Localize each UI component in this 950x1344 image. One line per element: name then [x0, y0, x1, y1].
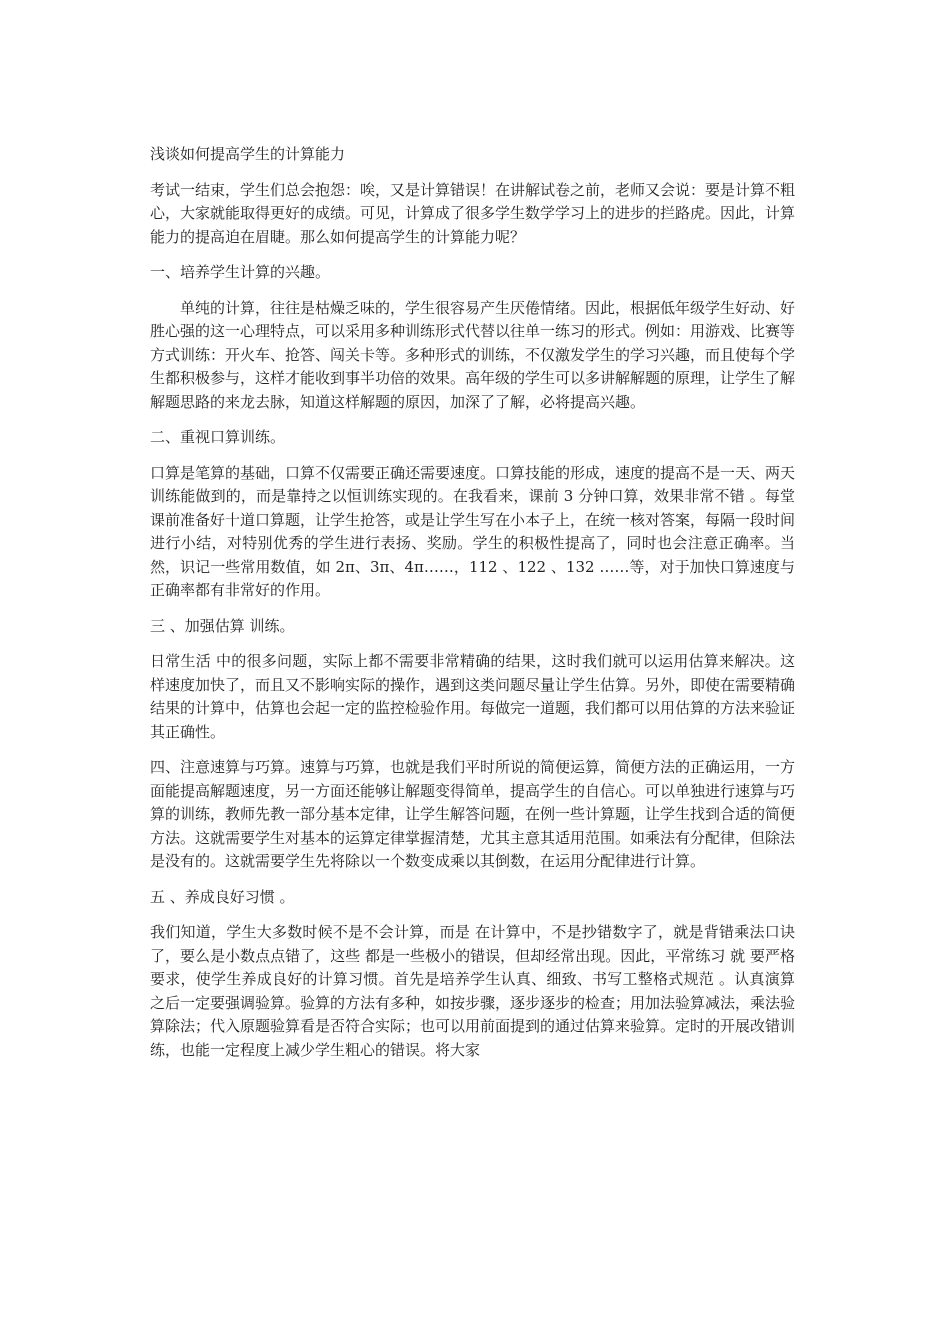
section-3-heading: 三 、加强估算 训练。 — [150, 616, 295, 635]
section-5-body: 我们知道，学生大多数时候不是不会计算，而是 在计算中，不是抄错数字了，就是背错乘法口诀了，要么是小数点点错了，这些 都是一些极小的错误，但却经常出现。因此，平常练习 就 要严格要求，使学生养成良好的计算习惯。首先是培养学生认真、细致、书写工整格式规范 。认真演算之后一定要强调验算。验算的方法有多种，如按步骤，逐步逐步的检查；用加法验算减法，乘法验算除法；代入原题验算看是否符合实际；也可以用前面提到的通过估算来验算。定时的开展改错训练，也能一定程度上减少学生粗心的错误。将大家 — [150, 923, 796, 1059]
section-2-body: 口算是笔算的基础，口算不仅需要正确还需要速度。口算技能的形成，速度的提高不是一天、两天训练能做到的，而是靠持之以恒训练实现的。在我看来，课前 3 分钟口算，效果非常不错 。每堂课前准备好十道口算题，让学生抢答，或是让学生写在小本子上，在统一核对答案，每隔一段时间进行小结，对特别优秀的学生进行表扬、奖励。学生的积极性提高了，同时也会注意正确率。当然，识记一些常用数值，如 2π、3π、4π……，112 、122 、132 ……等，对于加快口算速度与正确率都有非常好的作用。 — [150, 463, 796, 599]
section-2-heading: 二、重视口算训练。 — [150, 428, 286, 446]
intro-paragraph: 考试一结束，学生们总会抱怨：唉，又是计算错误！在讲解试卷之前，老师又会说：要是计算不粗心，大家就能取得更好的成绩。可见，计算成了很多学生数学学习上的进步的拦路虎。因此，计算能力的提高迫在眉睫。那么如何提高学生的计算能力呢？ — [150, 180, 796, 246]
section-3-body: 日常生活 中的很多问题，实际上都不需要非常精确的结果，这时我们就可以运用估算来解决。这样速度加快了，而且又不影响实际的操作，遇到这类问题尽量让学生估算。另外，即使在需要精确结果的计算中，估算也会起一定的监控检验作用。每做完一道题，我们都可以用估算的方法来验证其正确性。 — [150, 652, 796, 741]
section-4-body: 四、注意速算与巧算。速算与巧算，也就是我们平时所说的简便运算，简便方法的正确运用，一方面能提高解题速度，另一方面还能够让解题变得简单，提高学生的自信心。可以单独进行速算与巧算的训练，教师先教一部分基本定律，让学生解答问题，在例一些计算题，让学生找到合适的简便方法。这就需要学生对基本的运算定律掌握清楚，尤其主意其适用范围。如乘法有分配律，但除法是没有的。这就需要学生先将除以一个数变成乘以其倒数，在运用分配律进行计算。 — [150, 758, 796, 870]
document-title: 浅谈如何提高学生的计算能力 — [150, 145, 346, 163]
section-1-body: 单纯的计算，往往是枯燥乏味的，学生很容易产生厌倦情绪。因此，根据低年级学生好动、好胜心强的这一心理特点，可以采用多种训练形式代替以往单一练习的形式。例如：用游戏、比赛等方式训练：开火车、抢答、闯关卡等。多种形式的训练，不仅激发学生的学习兴趣，而且使每个学生都积极参与，这样才能收到事半功倍的效果。高年级的学生可以多讲解解题的原理，让学生了解解题思路的来龙去脉，知道这样解题的原因，加深了了解，必将提高兴趣。 — [150, 298, 796, 411]
section-5-heading: 五 、养成良好习惯 。 — [150, 887, 295, 906]
document-page — [150, 143, 795, 1074]
section-1-heading: 一、培养学生计算的兴趣。 — [150, 263, 331, 281]
